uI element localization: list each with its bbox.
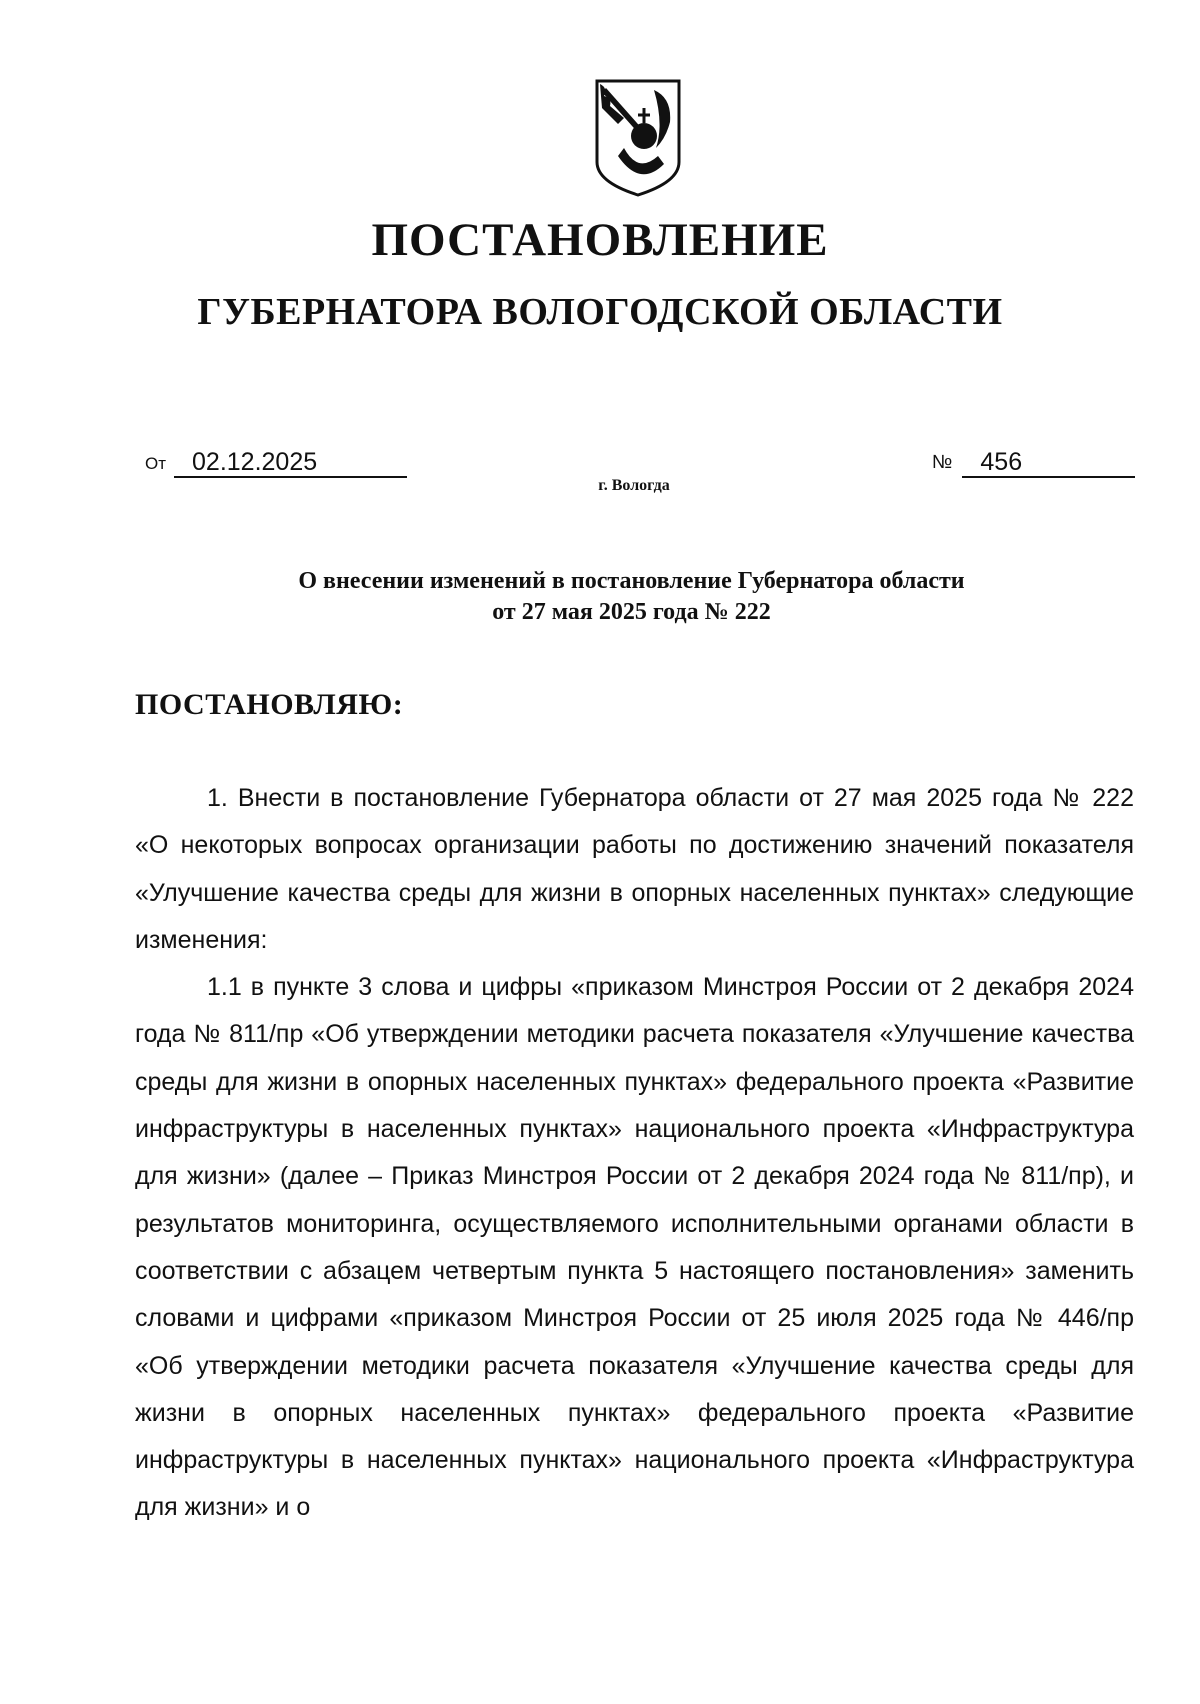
decree-heading: ПОСТАНОВЛЯЮ: (135, 688, 404, 721)
document-subtitle: ГУБЕРНАТОРА ВОЛОГОДСКОЙ ОБЛАСТИ (197, 291, 1003, 333)
document-body (135, 775, 1134, 1532)
document-subject (0, 566, 1200, 628)
number-field (932, 442, 1135, 478)
city-name: г. Вологда (598, 477, 670, 494)
paragraph-1: 1. Внести в постановление Губернатора области от 27 мая 2025 года № 222 «О некоторых вопросах организации работы по достижению значений показателя «Улучшение качества среды для жизни в опорных населенных пунктах» следующие изменения: (135, 784, 1134, 954)
subject-line-2: от 27 мая 2025 года № 222 (492, 599, 771, 625)
number-label: № (932, 452, 953, 473)
date-label: От (145, 454, 167, 473)
vologda-coat-of-arms-icon (594, 78, 682, 198)
paragraph-1-1: 1.1 в пункте 3 слова и цифры «приказом Минстроя России от 2 декабря 2024 года № 811/пр «Об утверждении методики расчета показателя «Улучшение качества среды для жизни в опорных населенных пунктах» федерального проекта «Развитие инфраструктуры в населенных пунктах» национального проекта «Инфраструктура для жизни» (далее – Приказ Минстроя России от 2 декабря 2024 года № 811/пр), и результатов мониторинга, осуществляемого исполнительными органами области в соответствии с абзацем четвертым пункта 5 настоящего постановления» заменить словами и цифрами «приказом Минстроя России от 25 июля 2025 года № 446/пр «Об утверждении методики расчета показателя «Улучшение качества среды для жизни в опорных населенных пунктах» федерального проекта «Развитие инфраструктуры в населенных пунктах» национального проекта «Инфраструктура для жизни» и о (135, 973, 1134, 1522)
subject-line-1: О внесении изменений в постановление Губернатора области (298, 568, 965, 594)
date-value: 02.12.2025 (174, 448, 407, 478)
number-value: 456 (962, 448, 1135, 478)
document-title: ПОСТАНОВЛЕНИЕ (371, 214, 829, 266)
date-field (145, 442, 407, 478)
